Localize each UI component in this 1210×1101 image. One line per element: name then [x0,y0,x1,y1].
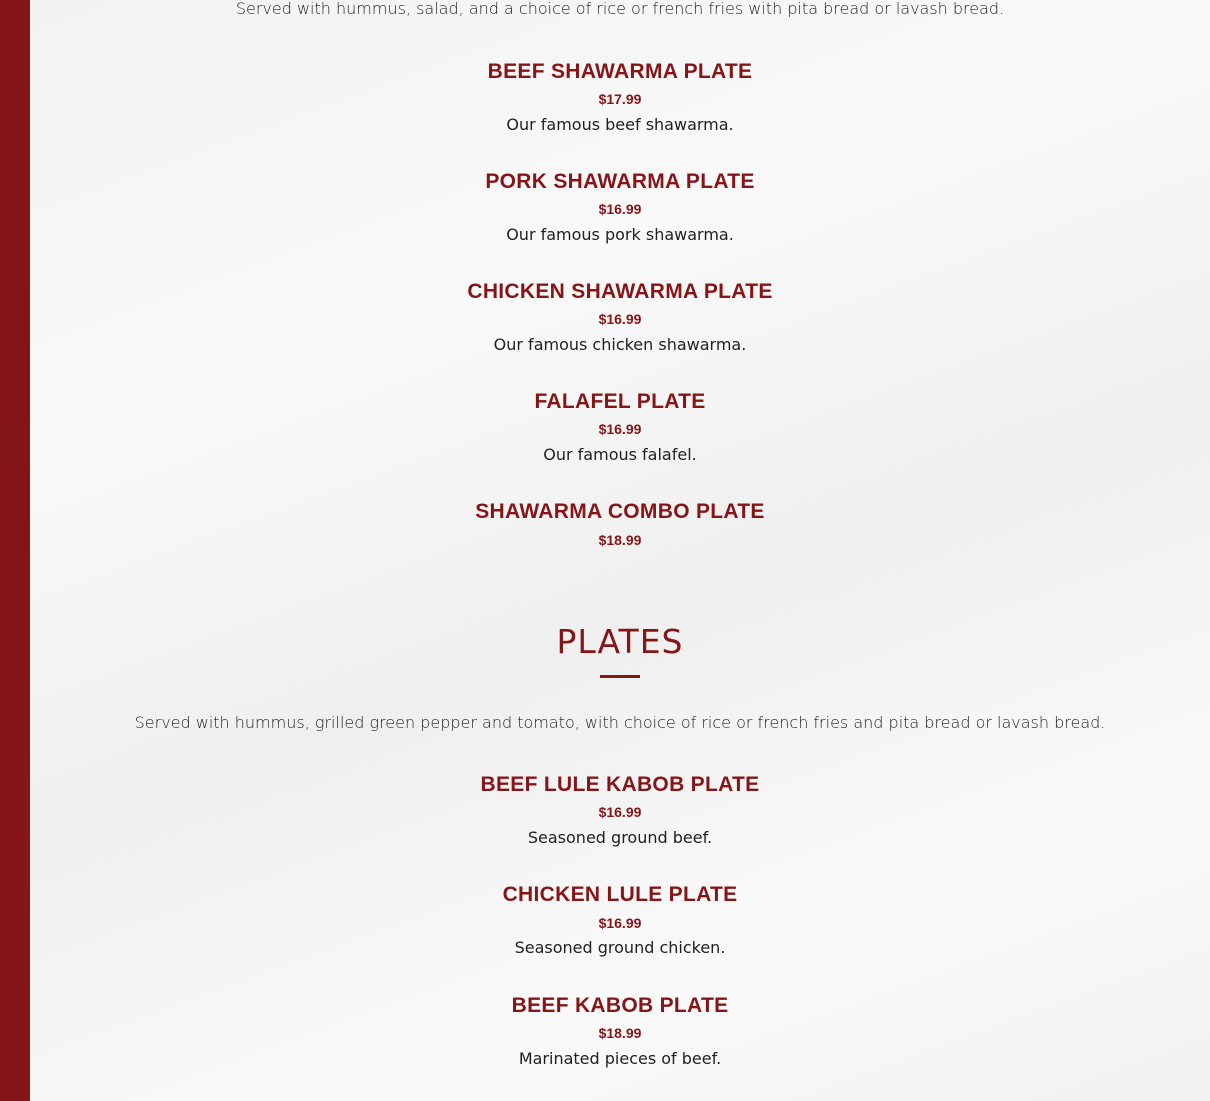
section-description: Served with hummus, salad, and a choice of rice or french fries with pita bread or lavash bread. [235,0,1005,18]
menu-item-description: Our famous beef shawarma. [506,115,734,134]
menu-item-description: Seasoned ground beef. [527,828,713,847]
menu-item-name: CHICKEN LULE PLATE [502,883,738,906]
side-accent-bar [0,0,30,1101]
section-description: Served with hummus, grilled green pepper and tomato, with choice of rice or french fries and pita bread or lavash bread. [134,713,1106,732]
menu-item-price: $16.99 [598,201,642,217]
menu-item-description: Our famous chicken shawarma. [493,335,747,354]
menu-item-name: PORK SHAWARMA PLATE [485,170,755,193]
menu-item-description: Our famous pork shawarma. [506,225,734,244]
menu-item-price: $16.99 [598,311,642,327]
menu-item-description: Seasoned ground chicken. [514,938,726,957]
menu-item-price: $18.99 [598,532,642,548]
menu-item-name: BEEF LULE KABOB PLATE [480,773,760,796]
menu-item-price: $16.99 [598,421,642,437]
menu-item-price: $16.99 [598,915,642,931]
menu-item-price: $16.99 [598,804,642,820]
menu-item-price: $17.99 [598,91,642,107]
menu-item-name: SHAWARMA COMBO PLATE [475,500,765,523]
menu-item-price: $18.99 [598,1025,642,1041]
menu-item-name: FALAFEL PLATE [534,390,706,413]
section-title-underline [600,675,640,678]
menu-content [30,0,1210,1101]
section-title: PLATES [556,622,684,661]
menu-item-name: CHICKEN SHAWARMA PLATE [467,280,773,303]
menu-item-name: BEEF KABOB PLATE [511,994,729,1017]
menu-item-name: BEEF SHAWARMA PLATE [487,60,753,83]
menu-item-description: Marinated pieces of beef. [518,1049,722,1068]
menu-item-description: Our famous falafel. [543,445,697,464]
